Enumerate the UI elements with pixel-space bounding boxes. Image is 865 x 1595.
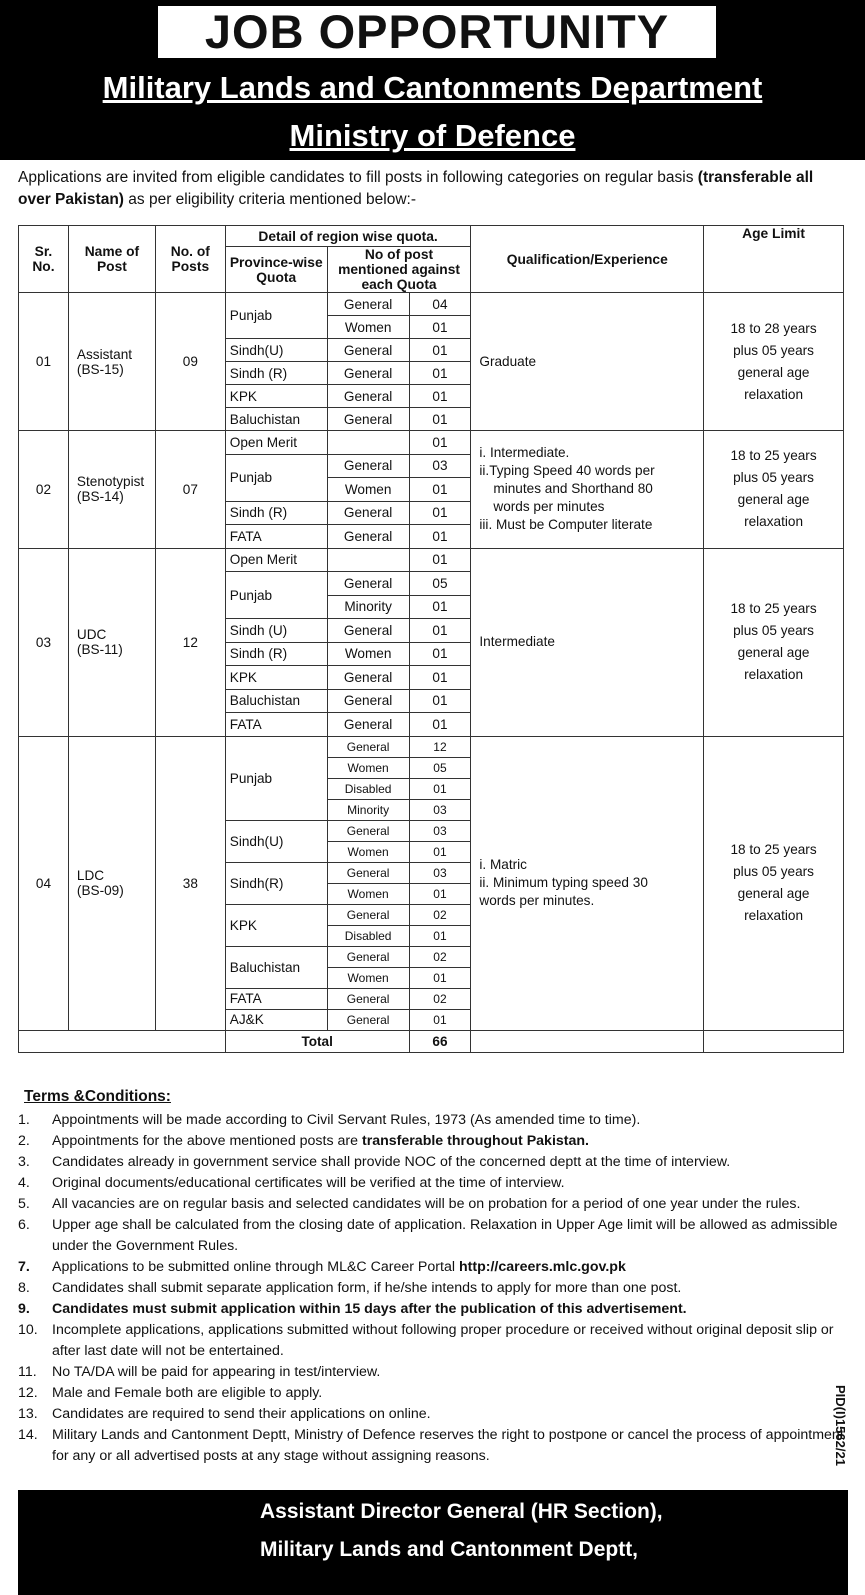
term-item (18, 1425, 848, 1467)
term-text: Male and Female both are eligible to apply. (52, 1385, 323, 1401)
qualification-line: ii. Minimum typing speed 30 (479, 875, 648, 890)
quota-category-cell: Women (327, 478, 409, 502)
post-name-cell (68, 736, 155, 1030)
quota-count-cell: 04 (409, 293, 471, 316)
quota-count-cell: 01 (409, 362, 471, 385)
term-number: 1. (18, 1112, 30, 1128)
quota-count-cell: 01 (409, 595, 471, 619)
province-cell: Sindh (R) (225, 362, 327, 385)
header-post: Name of Post (68, 226, 155, 293)
quota-count-cell: 01 (409, 689, 471, 713)
signatory-title: Assistant Director General (HR Section), (260, 1500, 663, 1523)
total-value: 66 (409, 1030, 471, 1052)
term-text: Candidates already in government service shall provide NOC of the concerned deptt at the time of interview. (52, 1154, 731, 1170)
quota-count-cell: 01 (409, 339, 471, 362)
header-qualification: Qualification/Experience (471, 226, 704, 293)
quota-count-cell: 01 (409, 1009, 471, 1030)
quota-category-cell: Women (327, 316, 409, 339)
term-text: No TA/DA will be paid for appearing in test/interview. (52, 1364, 381, 1380)
quota-count-cell: 02 (409, 946, 471, 967)
term-item (18, 1362, 848, 1383)
province-cell: FATA (225, 525, 327, 549)
quota-category-cell: General (327, 525, 409, 549)
term-text: Applications to be submitted online through ML&C Career Portal (52, 1259, 455, 1275)
quota-category-cell: General (327, 385, 409, 408)
quota-count-cell: 01 (409, 642, 471, 666)
total-row (19, 1030, 844, 1052)
sr-no-cell: 01 (19, 293, 69, 431)
qualification-line: ii.Typing Speed 40 words per (479, 463, 655, 479)
quota-count-cell: 01 (409, 925, 471, 946)
quota-category-cell: Minority (327, 595, 409, 619)
province-cell: Baluchistan (225, 408, 327, 431)
term-number: 11. (18, 1364, 37, 1380)
sr-no-cell: 03 (19, 548, 69, 736)
posts-count-cell: 38 (155, 736, 225, 1030)
quota-count-cell: 01 (409, 501, 471, 525)
career-portal-link[interactable]: http://careers.mlc.gov.pk (458, 1259, 626, 1275)
quota-count-cell: 01 (409, 408, 471, 431)
ministry-name: Ministry of Defence (289, 118, 576, 153)
quota-category-cell: Disabled (327, 925, 409, 946)
term-item (18, 1110, 848, 1131)
quota-category-cell: Women (327, 883, 409, 904)
province-cell: Punjab (225, 572, 327, 619)
quota-count-cell: 01 (409, 548, 471, 572)
signatory-department: Military Lands and Cantonment Deptt, (260, 1538, 639, 1561)
term-number: 14. (18, 1427, 38, 1443)
quota-category-cell: General (327, 572, 409, 596)
quota-category-cell: General (327, 454, 409, 478)
quota-category-cell: General (327, 689, 409, 713)
quota-category-cell: Women (327, 642, 409, 666)
province-cell: AJ&K (225, 1009, 327, 1030)
term-number: 8. (18, 1280, 30, 1296)
term-item (18, 1257, 848, 1278)
term-number: 6. (18, 1217, 30, 1233)
post-grade: (BS-09) (76, 883, 124, 898)
qualification-line: minutes and Shorthand 80 (493, 481, 653, 497)
qualification-cell (471, 548, 704, 736)
province-cell: KPK (225, 385, 327, 408)
term-text: Original documents/educational certificates will be verified at the time of interview. (52, 1175, 565, 1191)
intro-paragraph (18, 167, 848, 211)
term-number: 9. (18, 1301, 30, 1317)
quota-category-cell: Minority (327, 799, 409, 820)
posts-count-cell: 07 (155, 431, 225, 549)
quota-category-cell: General (327, 501, 409, 525)
quota-category-cell: Women (327, 841, 409, 862)
quota-count-cell: 01 (409, 431, 471, 455)
province-cell: Sindh(U) (225, 820, 327, 862)
intro-text-end: as per eligibility criteria mentioned below:- (128, 191, 417, 208)
quota-category-cell: General (327, 293, 409, 316)
sr-no-cell: 02 (19, 431, 69, 549)
term-text: Candidates shall submit separate application form, if he/she intends to apply for more than one post. (52, 1280, 682, 1296)
quota-count-cell: 01 (409, 385, 471, 408)
quota-category-cell: General (327, 339, 409, 362)
province-cell: Baluchistan (225, 689, 327, 713)
quota-category-cell: General (327, 946, 409, 967)
post-name: LDC (76, 868, 105, 883)
term-number: 10. (18, 1322, 38, 1338)
province-cell: Sindh (U) (225, 619, 327, 643)
province-cell: Punjab (225, 736, 327, 820)
qualification-cell (471, 431, 704, 549)
table-row (19, 736, 844, 757)
age-limit-cell: 18 to 25 years plus 05 years general age relaxation (704, 431, 844, 549)
post-name: Assistant (76, 346, 133, 362)
quota-category-cell: Women (327, 757, 409, 778)
qualification-cell (471, 293, 704, 431)
term-number: 5. (18, 1196, 30, 1212)
qualification-cell (471, 736, 704, 1030)
qualification-line: words per minutes. (479, 893, 595, 908)
post-name: Stenotypist (76, 474, 145, 490)
header-province: Province-wise Quota (225, 247, 327, 293)
quota-count-cell: 02 (409, 988, 471, 1009)
table-row (19, 548, 844, 572)
term-number: 13. (18, 1406, 38, 1422)
total-empty-qual (471, 1030, 704, 1052)
department-name: Military Lands and Cantonments Department (102, 70, 763, 105)
term-number: 12. (18, 1385, 38, 1401)
term-text: Appointments for the above mentioned posts are (52, 1133, 359, 1149)
term-text: Military Lands and Cantonment Deptt, Ministry of Defence reserves the right to postpone or cancel the process of appointment for any or all advertised posts at any stage without assigning reasons. (52, 1427, 844, 1464)
quota-category-cell: General (327, 1009, 409, 1030)
quota-category-cell: Disabled (327, 778, 409, 799)
province-cell: Punjab (225, 293, 327, 339)
terms-list (18, 1110, 848, 1467)
jobs-table (18, 225, 844, 1053)
intro-bold-text: (transferable all over Pakistan) (18, 169, 814, 208)
province-cell: Sindh (R) (225, 642, 327, 666)
quota-category-cell: General (327, 666, 409, 690)
header-sr: Sr. No. (19, 226, 69, 293)
quota-count-cell: 02 (409, 904, 471, 925)
header-age: Age Limit (704, 226, 844, 293)
province-cell: Open Merit (225, 431, 327, 455)
age-limit-cell: 18 to 25 years plus 05 years general age relaxation (704, 548, 844, 736)
province-cell: Sindh(U) (225, 339, 327, 362)
table-row (19, 431, 844, 455)
total-label: Total (225, 1030, 409, 1052)
page-title: JOB OPPORTUNITY (158, 6, 716, 58)
province-cell: Open Merit (225, 548, 327, 572)
quota-count-cell: 01 (409, 883, 471, 904)
term-item (18, 1131, 848, 1152)
qualification-line: Intermediate (479, 634, 555, 649)
header-region: Detail of region wise quota. (225, 226, 471, 247)
term-item (18, 1383, 848, 1404)
header-posts: No. of Posts (155, 226, 225, 293)
post-name: UDC (76, 627, 107, 642)
term-text: Candidates are required to send their applications on online. (52, 1406, 431, 1422)
province-cell: FATA (225, 713, 327, 737)
quota-category-cell (327, 548, 409, 572)
quota-count-cell: 12 (409, 736, 471, 757)
province-cell: Sindh (R) (225, 501, 327, 525)
post-name-cell (68, 431, 155, 549)
quota-count-cell: 03 (409, 454, 471, 478)
province-cell: Sindh(R) (225, 862, 327, 904)
posts-count-cell: 09 (155, 293, 225, 431)
post-grade: (BS-11) (76, 642, 123, 657)
quota-category-cell: General (327, 988, 409, 1009)
term-item (18, 1278, 848, 1299)
quota-count-cell: 01 (409, 525, 471, 549)
term-number: 7. (18, 1259, 30, 1275)
posts-count-cell: 12 (155, 548, 225, 736)
qualification-line: i. Intermediate. (479, 445, 570, 461)
term-text: Incomplete applications, applications submitted without following proper procedure or received without original deposit slip or after last date will not be entertained. (52, 1322, 834, 1359)
quota-category-cell: Women (327, 967, 409, 988)
quota-category-cell: General (327, 713, 409, 737)
total-empty-age (704, 1030, 844, 1052)
quota-category-cell (327, 431, 409, 455)
post-name-cell (68, 548, 155, 736)
quota-count-cell: 01 (409, 713, 471, 737)
qualification-line: Graduate (479, 353, 537, 369)
quota-category-cell: General (327, 619, 409, 643)
term-item (18, 1215, 848, 1257)
age-limit-cell: 18 to 25 years plus 05 years general age relaxation (704, 736, 844, 1030)
quota-category-cell: General (327, 862, 409, 883)
pid-number: PID(I)1562/21 (833, 1385, 848, 1466)
age-limit-cell: 18 to 28 years plus 05 years general age relaxation (704, 293, 844, 431)
province-cell: Punjab (225, 454, 327, 501)
quota-count-cell: 01 (409, 778, 471, 799)
post-grade: (BS-15) (76, 361, 124, 377)
term-number: 3. (18, 1154, 30, 1170)
total-spacer (19, 1030, 226, 1052)
quota-count-cell: 01 (409, 478, 471, 502)
qualification-line: i. Matric (479, 857, 527, 872)
table-row (19, 293, 844, 316)
term-item (18, 1194, 848, 1215)
quota-count-cell: 05 (409, 572, 471, 596)
quota-count-cell: 03 (409, 820, 471, 841)
province-cell: KPK (225, 904, 327, 946)
term-text: Candidates must submit application within 15 days after the publication of this advertisement. (52, 1301, 687, 1317)
qualification-line: words per minutes (493, 499, 605, 515)
sr-no-cell: 04 (19, 736, 69, 1030)
term-text: Appointments will be made according to Civil Servant Rules, 1973 (As amended time to time). (52, 1112, 641, 1128)
term-item (18, 1299, 848, 1320)
term-number: 2. (18, 1133, 30, 1149)
quota-category-cell: General (327, 362, 409, 385)
quota-count-cell: 03 (409, 799, 471, 820)
post-grade: (BS-14) (76, 489, 124, 505)
province-cell: KPK (225, 666, 327, 690)
province-cell: FATA (225, 988, 327, 1009)
term-item (18, 1320, 848, 1362)
quota-count-cell: 01 (409, 841, 471, 862)
quota-count-cell: 03 (409, 862, 471, 883)
term-number: 4. (18, 1175, 30, 1191)
term-bold-text: transferable throughout Pakistan. (361, 1133, 590, 1149)
term-text: All vacancies are on regular basis and selected candidates will be on probation for a period of one year under the rules. (52, 1196, 801, 1212)
quota-category-cell: General (327, 820, 409, 841)
quota-count-cell: 01 (409, 967, 471, 988)
quota-count-cell: 01 (409, 619, 471, 643)
quota-count-cell: 01 (409, 666, 471, 690)
header-count: No of post mentioned against each Quota (327, 247, 471, 293)
quota-count-cell: 01 (409, 316, 471, 339)
province-cell: Baluchistan (225, 946, 327, 988)
quota-count-cell: 05 (409, 757, 471, 778)
term-item (18, 1152, 848, 1173)
qualification-line: iii. Must be Computer literate (479, 517, 653, 533)
intro-text: Applications are invited from eligible candidates to fill posts in following categories on regular basis (18, 169, 694, 186)
term-text: Upper age shall be calculated from the closing date of application. Relaxation in Upper Age limit will be allowed as admissible under the Government Rules. (52, 1217, 838, 1254)
quota-category-cell: General (327, 408, 409, 431)
post-name-cell (68, 293, 155, 431)
terms-title: Terms &Conditions: (24, 1088, 171, 1105)
quota-category-cell: General (327, 904, 409, 925)
quota-category-cell: General (327, 736, 409, 757)
term-item (18, 1404, 848, 1425)
term-item (18, 1173, 848, 1194)
